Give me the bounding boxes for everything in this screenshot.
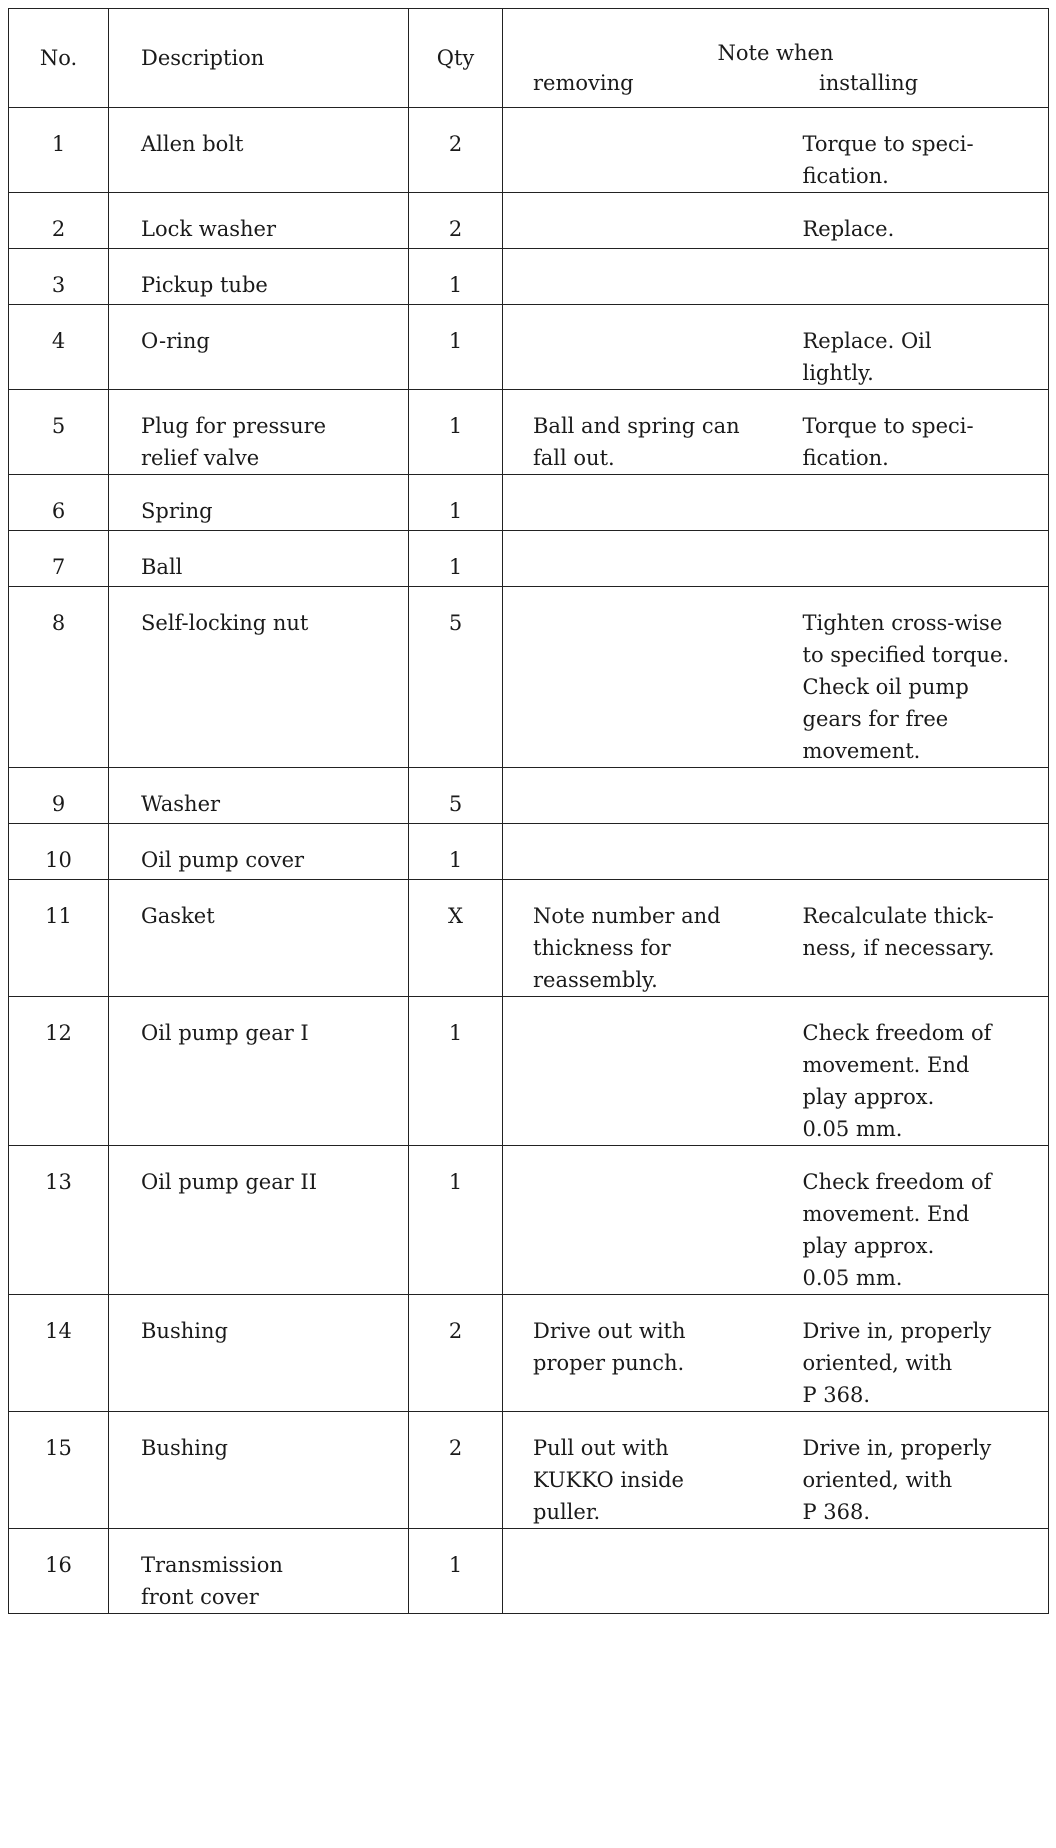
row-note-installing xyxy=(789,768,1049,824)
row-number: 9 xyxy=(9,768,109,824)
row-qty: 2 xyxy=(409,1295,503,1412)
row-description: Bushing xyxy=(109,1295,409,1412)
row-description: Ball xyxy=(109,531,409,587)
row-number: 15 xyxy=(9,1412,109,1529)
row-note-removing: Pull out with KUKKO inside puller. xyxy=(503,1412,789,1529)
row-qty: 2 xyxy=(409,193,503,249)
table-row xyxy=(9,475,1049,531)
row-description: Bushing xyxy=(109,1412,409,1529)
parts-table-page xyxy=(8,8,1048,1840)
header-removing: removing xyxy=(533,71,634,95)
row-qty: 5 xyxy=(409,587,503,768)
row-description: Pickup tube xyxy=(109,249,409,305)
table-row xyxy=(9,768,1049,824)
table-row xyxy=(9,997,1049,1146)
row-note-installing: Check freedom of movement. End play approx. 0.05 mm. xyxy=(789,997,1049,1146)
header-no: No. xyxy=(9,9,109,108)
row-note-installing xyxy=(789,475,1049,531)
row-description: Spring xyxy=(109,475,409,531)
row-number: 10 xyxy=(9,824,109,880)
row-number: 3 xyxy=(9,249,109,305)
row-qty: 1 xyxy=(409,824,503,880)
row-number: 4 xyxy=(9,305,109,390)
header-installing: installing xyxy=(819,71,919,95)
row-qty: 1 xyxy=(409,475,503,531)
row-qty: 5 xyxy=(409,768,503,824)
header-description: Description xyxy=(109,9,409,108)
row-note-removing xyxy=(503,475,789,531)
table-row xyxy=(9,249,1049,305)
row-note-removing: Ball and spring can fall out. xyxy=(503,390,789,475)
row-note-installing: Replace. xyxy=(789,193,1049,249)
row-number: 11 xyxy=(9,880,109,997)
table-row xyxy=(9,193,1049,249)
row-note-removing xyxy=(503,824,789,880)
row-qty: 2 xyxy=(409,108,503,193)
row-number: 7 xyxy=(9,531,109,587)
row-note-installing: Check freedom of movement. End play approx. 0.05 mm. xyxy=(789,1146,1049,1295)
row-note-removing xyxy=(503,249,789,305)
row-qty: 1 xyxy=(409,249,503,305)
row-note-installing: Torque to speci- fication. xyxy=(789,390,1049,475)
row-description: O-ring xyxy=(109,305,409,390)
row-number: 12 xyxy=(9,997,109,1146)
table-row xyxy=(9,1529,1049,1614)
row-description: Oil pump cover xyxy=(109,824,409,880)
table-row xyxy=(9,880,1049,997)
row-qty: 1 xyxy=(409,1529,503,1614)
parts-table xyxy=(8,8,1049,1614)
row-note-removing: Drive out with proper punch. xyxy=(503,1295,789,1412)
row-note-installing xyxy=(789,824,1049,880)
table-row xyxy=(9,824,1049,880)
table-row xyxy=(9,1412,1049,1529)
row-description: Gasket xyxy=(109,880,409,997)
row-number: 6 xyxy=(9,475,109,531)
row-description: Washer xyxy=(109,768,409,824)
row-note-removing xyxy=(503,531,789,587)
row-note-removing xyxy=(503,997,789,1146)
row-qty: 1 xyxy=(409,531,503,587)
row-qty: 1 xyxy=(409,1146,503,1295)
header-note-when-label: Note when xyxy=(717,41,834,65)
table-row xyxy=(9,1146,1049,1295)
header-note-when xyxy=(503,9,1049,108)
row-description: Oil pump gear II xyxy=(109,1146,409,1295)
table-row xyxy=(9,305,1049,390)
row-qty: 2 xyxy=(409,1412,503,1529)
row-note-installing: Drive in, properly oriented, with P 368. xyxy=(789,1295,1049,1412)
row-note-removing xyxy=(503,587,789,768)
row-number: 14 xyxy=(9,1295,109,1412)
row-number: 16 xyxy=(9,1529,109,1614)
row-number: 13 xyxy=(9,1146,109,1295)
row-note-installing: Torque to speci- fication. xyxy=(789,108,1049,193)
row-description: Lock washer xyxy=(109,193,409,249)
row-note-removing xyxy=(503,768,789,824)
table-row xyxy=(9,1295,1049,1412)
row-note-installing xyxy=(789,249,1049,305)
row-qty: 1 xyxy=(409,390,503,475)
table-row xyxy=(9,531,1049,587)
row-qty: 1 xyxy=(409,997,503,1146)
row-note-installing: Replace. Oil lightly. xyxy=(789,305,1049,390)
row-note-removing xyxy=(503,193,789,249)
row-description: Oil pump gear I xyxy=(109,997,409,1146)
row-number: 1 xyxy=(9,108,109,193)
row-note-removing xyxy=(503,1146,789,1295)
row-note-removing xyxy=(503,305,789,390)
row-note-installing xyxy=(789,1529,1049,1614)
row-note-installing: Tighten cross-wise to specified torque. Check oil pump gears for free movement. xyxy=(789,587,1049,768)
row-number: 2 xyxy=(9,193,109,249)
table-row xyxy=(9,587,1049,768)
row-description: Allen bolt xyxy=(109,108,409,193)
table-row xyxy=(9,390,1049,475)
row-note-installing xyxy=(789,531,1049,587)
row-note-installing: Drive in, properly oriented, with P 368. xyxy=(789,1412,1049,1529)
row-note-removing: Note number and thickness for reassembly. xyxy=(503,880,789,997)
row-number: 8 xyxy=(9,587,109,768)
row-note-installing: Recalculate thick- ness, if necessary. xyxy=(789,880,1049,997)
row-description: Self-locking nut xyxy=(109,587,409,768)
header-qty: Qty xyxy=(409,9,503,108)
row-description: Transmission front cover xyxy=(109,1529,409,1614)
table-header-row xyxy=(9,9,1049,108)
row-note-removing xyxy=(503,1529,789,1614)
table-row xyxy=(9,108,1049,193)
row-qty: 1 xyxy=(409,305,503,390)
row-number: 5 xyxy=(9,390,109,475)
row-note-removing xyxy=(503,108,789,193)
row-description: Plug for pressure relief valve xyxy=(109,390,409,475)
row-qty: X xyxy=(409,880,503,997)
